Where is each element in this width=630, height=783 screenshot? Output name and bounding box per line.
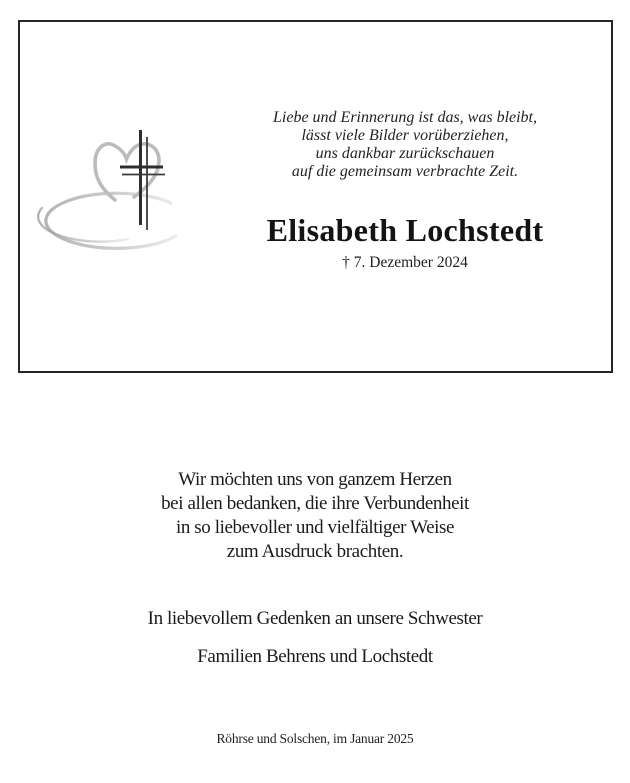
verse-line: lässt viele Bilder vorüberziehen, bbox=[301, 127, 509, 144]
place-date-text: Röhrse und Solschen, im Januar 2025 bbox=[216, 731, 414, 746]
families-text: Familien Behrens und Lochstedt bbox=[197, 646, 433, 667]
memorial-verse bbox=[180, 109, 630, 181]
thanks-line: bei allen bedanken, die ihre Verbundenheit bbox=[161, 493, 469, 514]
thanks-text bbox=[0, 468, 630, 564]
deceased-name: Elisabeth Lochstedt bbox=[266, 212, 544, 248]
verse-line: Liebe und Erinnerung ist das, was bleibt, bbox=[273, 109, 537, 126]
thanks-line: Wir möchten uns von ganzem Herzen bbox=[178, 469, 452, 490]
thanks-line: in so liebevoller und vielfältiger Weise bbox=[175, 517, 455, 538]
dedication-text: In liebevollem Gedenken an unsere Schwester bbox=[147, 608, 483, 629]
verse-line: uns dankbar zurückschauen bbox=[315, 145, 495, 162]
thanks-line: zum Ausdruck brachten. bbox=[226, 541, 404, 562]
verse-line: auf die gemeinsam verbrachte Zeit. bbox=[291, 163, 519, 180]
death-date: † 7. Dezember 2024 bbox=[342, 254, 468, 271]
heart-icon bbox=[95, 144, 159, 200]
